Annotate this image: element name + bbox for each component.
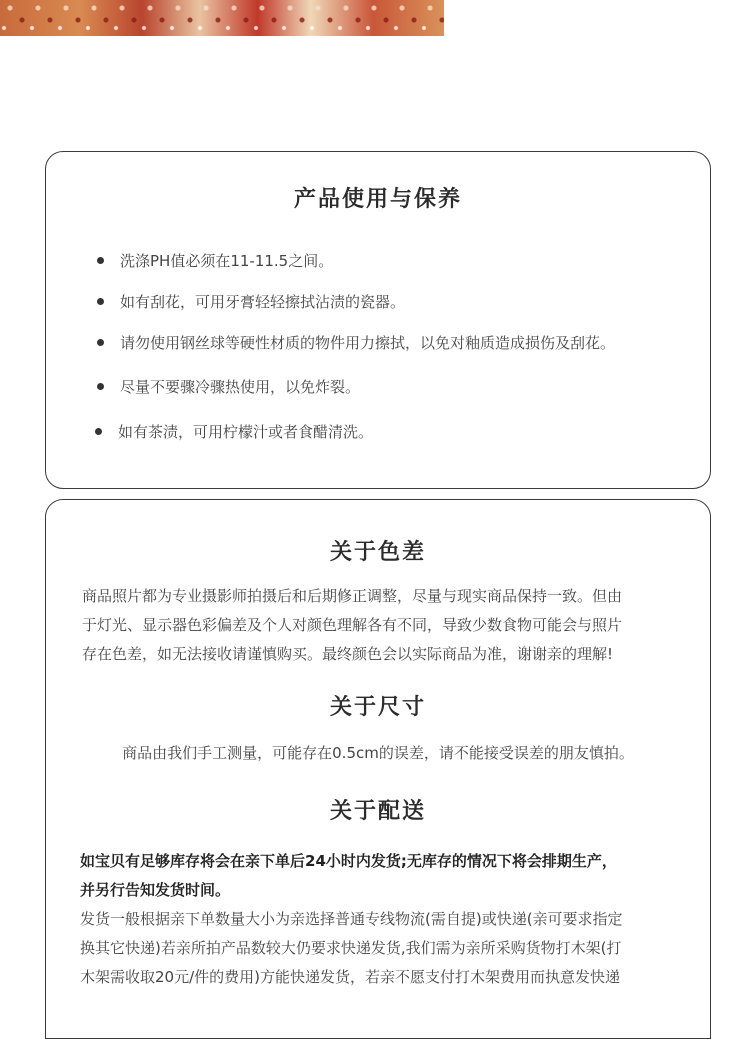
care-title: 产品使用与保养 [293, 187, 462, 212]
list-item: 如有茶渍，可用柠檬汁或者食醋清洗。 [95, 421, 373, 442]
delivery-title: 关于配送 [329, 799, 426, 824]
bullet-dot-icon [95, 428, 102, 435]
delivery-paragraph: 如宝贝有足够库存将会在亲下单后24小时内发货;无库存的情况下将会排期生产， 并另行告知发货时间。 发货一般根据亲下单数量大小为亲选择普通专线物流(需自提)或快递(亲可要求指定 换其它快递)若亲所拍产品数较大仍要求快递发货,我们需为亲所采购货物打木架(打 木架需收取20元/件的费用)方能快递发货，若亲不愿支付打木架费用而执意发快递 [80, 852, 623, 986]
size-paragraph: 商品由我们手工测量，可能存在0.5cm的误差，请不能接受误差的朋友慎拍。 [122, 744, 634, 762]
list-item: 尽量不要骤冷骤热使用，以免炸裂。 [97, 376, 360, 397]
bullet-dot-icon [97, 298, 104, 305]
care-section [45, 151, 711, 489]
color-paragraph: 商品照片都为专业摄影师拍摄后和后期修正调整，尽量与现实商品保持一致。但由 于灯光、显示器色彩偏差及个人对颜色理解各有不同，导致少数食物可能会与照片 存在色差，如无法接收请谨慎购买。最终颜色会以实际商品为准，谢谢亲的理解! [82, 587, 623, 663]
product-photo-strip [0, 0, 444, 36]
bullet-dot-icon [97, 383, 104, 390]
bowl-pattern-decoration [0, 0, 444, 36]
bullet-dot-icon [97, 339, 104, 346]
info-section [45, 499, 711, 1039]
bullet-dot-icon [97, 257, 104, 264]
list-item: 洗涤PH值必须在11-11.5之间。 [97, 250, 333, 271]
list-item: 请勿使用钢丝球等硬性材质的物件用力擦拭，以免对釉质造成损伤及刮花。 [97, 332, 615, 353]
size-title: 关于尺寸 [329, 695, 426, 720]
color-title: 关于色差 [329, 540, 426, 565]
list-item: 如有刮花，可用牙膏轻轻擦拭沾渍的瓷器。 [97, 291, 405, 312]
